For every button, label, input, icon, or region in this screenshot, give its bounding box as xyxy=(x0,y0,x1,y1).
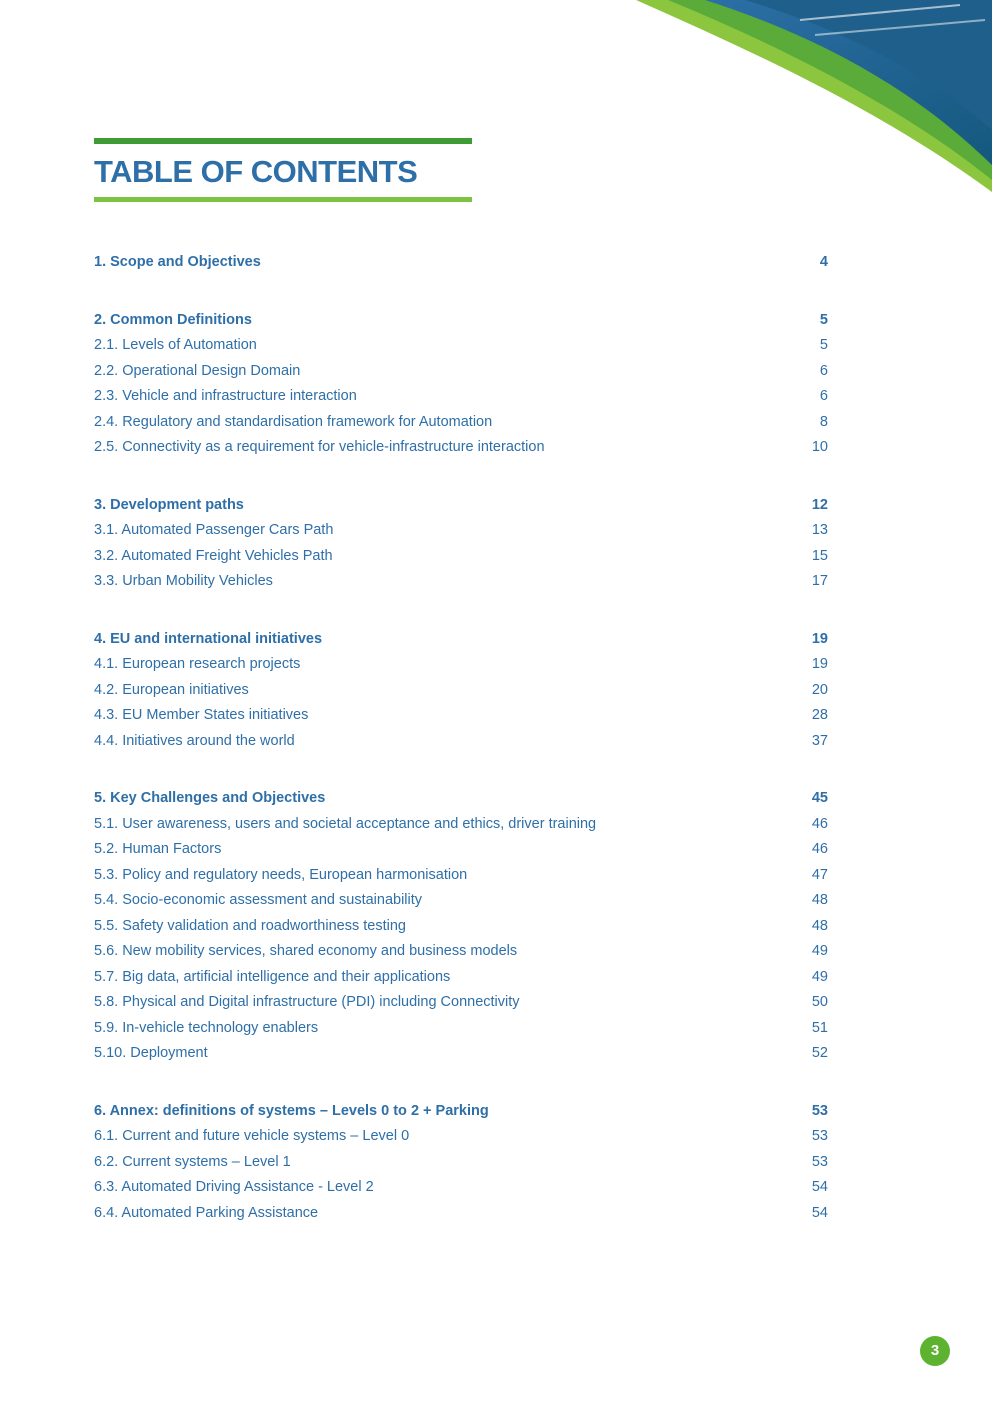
toc-entry-title: 5.5. Safety validation and roadworthiness testing xyxy=(94,917,406,934)
toc-entry-title: 5.7. Big data, artificial intelligence and their applications xyxy=(94,968,451,985)
toc-entry[interactable] xyxy=(94,678,828,704)
toc-page-number: 53 xyxy=(811,1102,828,1119)
table-of-contents xyxy=(94,250,828,1258)
toc-entry-title: 2.5. Connectivity as a requirement for vehicle-infrastructure interaction xyxy=(94,439,545,455)
toc-entry-title: 2. Common Definitions xyxy=(94,311,252,328)
toc-page-number: 48 xyxy=(811,892,828,908)
toc-section-heading[interactable] xyxy=(94,308,828,334)
toc-entry[interactable] xyxy=(94,652,828,678)
toc-entry-title: 6. Annex: definitions of systems – Levels 0 to 2 + Parking xyxy=(94,1102,489,1119)
toc-entry-title: 5.9. In-vehicle technology enablers xyxy=(94,1019,319,1036)
toc-page-number: 5 xyxy=(819,311,828,328)
toc-page-number: 13 xyxy=(811,522,828,538)
toc-page-number: 47 xyxy=(811,866,828,883)
toc-entry[interactable] xyxy=(94,544,828,570)
toc-entry[interactable] xyxy=(94,1201,828,1227)
toc-page-number: 54 xyxy=(811,1179,828,1195)
toc-page-number: 12 xyxy=(811,496,828,513)
toc-entry-title: 6.1. Current and future vehicle systems – Level 0 xyxy=(94,1128,410,1144)
toc-page-number: 49 xyxy=(811,943,828,959)
toc-page-number: 5 xyxy=(819,337,828,353)
toc-section xyxy=(94,250,828,276)
toc-entry[interactable] xyxy=(94,1150,828,1176)
toc-entry[interactable] xyxy=(94,863,828,889)
toc-page-number: 6 xyxy=(819,388,828,404)
toc-page-number: 8 xyxy=(819,413,828,430)
toc-section xyxy=(94,786,828,1067)
toc-entry-title: 5.2. Human Factors xyxy=(94,841,222,857)
toc-section xyxy=(94,627,828,755)
toc-page-number: 10 xyxy=(811,439,828,455)
page-title: TABLE OF CONTENTS xyxy=(94,154,418,189)
toc-entry[interactable] xyxy=(94,569,828,595)
toc-entry-title: 2.2. Operational Design Domain xyxy=(94,362,301,379)
toc-page-number: 19 xyxy=(811,656,828,672)
toc-entry[interactable] xyxy=(94,435,828,461)
toc-entry-title: 2.4. Regulatory and standardisation framework for Automation xyxy=(94,413,493,430)
toc-section xyxy=(94,1099,828,1227)
toc-page-number: 54 xyxy=(811,1204,828,1221)
toc-entry[interactable] xyxy=(94,384,828,410)
toc-entry-title: 5.6. New mobility services, shared economy and business models xyxy=(94,943,518,959)
toc-page-number: 17 xyxy=(811,573,828,589)
toc-page-number: 45 xyxy=(811,790,828,806)
toc-entry-title: 5.4. Socio-economic assessment and sustainability xyxy=(94,892,423,908)
toc-entry[interactable] xyxy=(94,939,828,965)
toc-entry-title: 3.2. Automated Freight Vehicles Path xyxy=(94,547,333,564)
toc-entry-title: 5.3. Policy and regulatory needs, European harmonisation xyxy=(94,866,468,883)
title-bottom-rule xyxy=(94,197,472,202)
page-number-badge: 3 xyxy=(920,1336,950,1366)
toc-entry-title: 3.3. Urban Mobility Vehicles xyxy=(94,573,273,589)
toc-entry-title: 6.3. Automated Driving Assistance - Level 2 xyxy=(94,1179,374,1195)
toc-entry[interactable] xyxy=(94,888,828,914)
toc-page-number: 49 xyxy=(811,968,828,985)
toc-entry-title: 6.2. Current systems – Level 1 xyxy=(94,1153,291,1170)
toc-entry-title: 1. Scope and Objectives xyxy=(94,254,261,270)
toc-entry-title: 5.10. Deployment xyxy=(94,1045,208,1061)
toc-section-heading[interactable] xyxy=(94,627,828,653)
toc-entry-title: 3.1. Automated Passenger Cars Path xyxy=(94,522,334,538)
title-block xyxy=(94,138,472,202)
toc-page-number: 15 xyxy=(811,547,828,564)
toc-page-number: 52 xyxy=(811,1045,828,1061)
toc-entry[interactable] xyxy=(94,1041,828,1067)
toc-entry[interactable] xyxy=(94,359,828,385)
toc-page-number: 4 xyxy=(819,254,828,270)
toc-page-number: 46 xyxy=(811,841,828,857)
toc-entry-title: 4. EU and international initiatives xyxy=(94,630,323,647)
toc-entry-title: 5. Key Challenges and Objectives xyxy=(94,790,326,806)
toc-entry[interactable] xyxy=(94,333,828,359)
toc-entry[interactable] xyxy=(94,965,828,991)
toc-section-heading[interactable] xyxy=(94,250,828,276)
toc-entry-title: 4.4. Initiatives around the world xyxy=(94,732,295,749)
toc-entry-title: 3. Development paths xyxy=(94,496,244,513)
toc-entry-title: 4.1. European research projects xyxy=(94,656,301,672)
toc-page-number: 53 xyxy=(811,1128,828,1144)
toc-page-number: 50 xyxy=(811,994,828,1010)
toc-page-number: 51 xyxy=(811,1019,828,1036)
toc-page-number: 6 xyxy=(819,362,828,379)
corner-decoration xyxy=(0,0,992,260)
toc-section xyxy=(94,308,828,461)
toc-page-number: 20 xyxy=(811,681,828,698)
toc-section-heading[interactable] xyxy=(94,1099,828,1125)
toc-entry[interactable] xyxy=(94,518,828,544)
toc-entry[interactable] xyxy=(94,837,828,863)
toc-entry-title: 6.4. Automated Parking Assistance xyxy=(94,1204,319,1221)
toc-page-number: 48 xyxy=(811,917,828,934)
toc-entry-title: 5.1. User awareness, users and societal acceptance and ethics, driver training xyxy=(94,815,597,832)
toc-entry[interactable] xyxy=(94,812,828,838)
toc-entry-title: 4.2. European initiatives xyxy=(94,681,249,698)
toc-section xyxy=(94,493,828,595)
toc-page-number: 19 xyxy=(811,630,828,647)
toc-page-number: 53 xyxy=(811,1153,828,1170)
toc-entry[interactable] xyxy=(94,914,828,940)
toc-entry[interactable] xyxy=(94,1124,828,1150)
toc-entry[interactable] xyxy=(94,410,828,436)
toc-entry[interactable] xyxy=(94,1016,828,1042)
toc-entry[interactable] xyxy=(94,1175,828,1201)
toc-entry[interactable] xyxy=(94,990,828,1016)
toc-section-heading[interactable] xyxy=(94,493,828,519)
toc-entry-title: 4.3. EU Member States initiatives xyxy=(94,707,309,723)
toc-entry-title: 2.3. Vehicle and infrastructure interaction xyxy=(94,388,357,404)
toc-page-number: 46 xyxy=(811,815,828,832)
toc-page-number: 28 xyxy=(811,707,828,723)
toc-entry[interactable] xyxy=(94,703,828,729)
toc-page-number: 37 xyxy=(811,732,828,749)
toc-entry-title: 2.1. Levels of Automation xyxy=(94,337,257,353)
toc-entry[interactable] xyxy=(94,729,828,755)
toc-entry-title: 5.8. Physical and Digital infrastructure (PDI) including Connectivity xyxy=(94,994,520,1010)
toc-section-heading[interactable] xyxy=(94,786,828,812)
